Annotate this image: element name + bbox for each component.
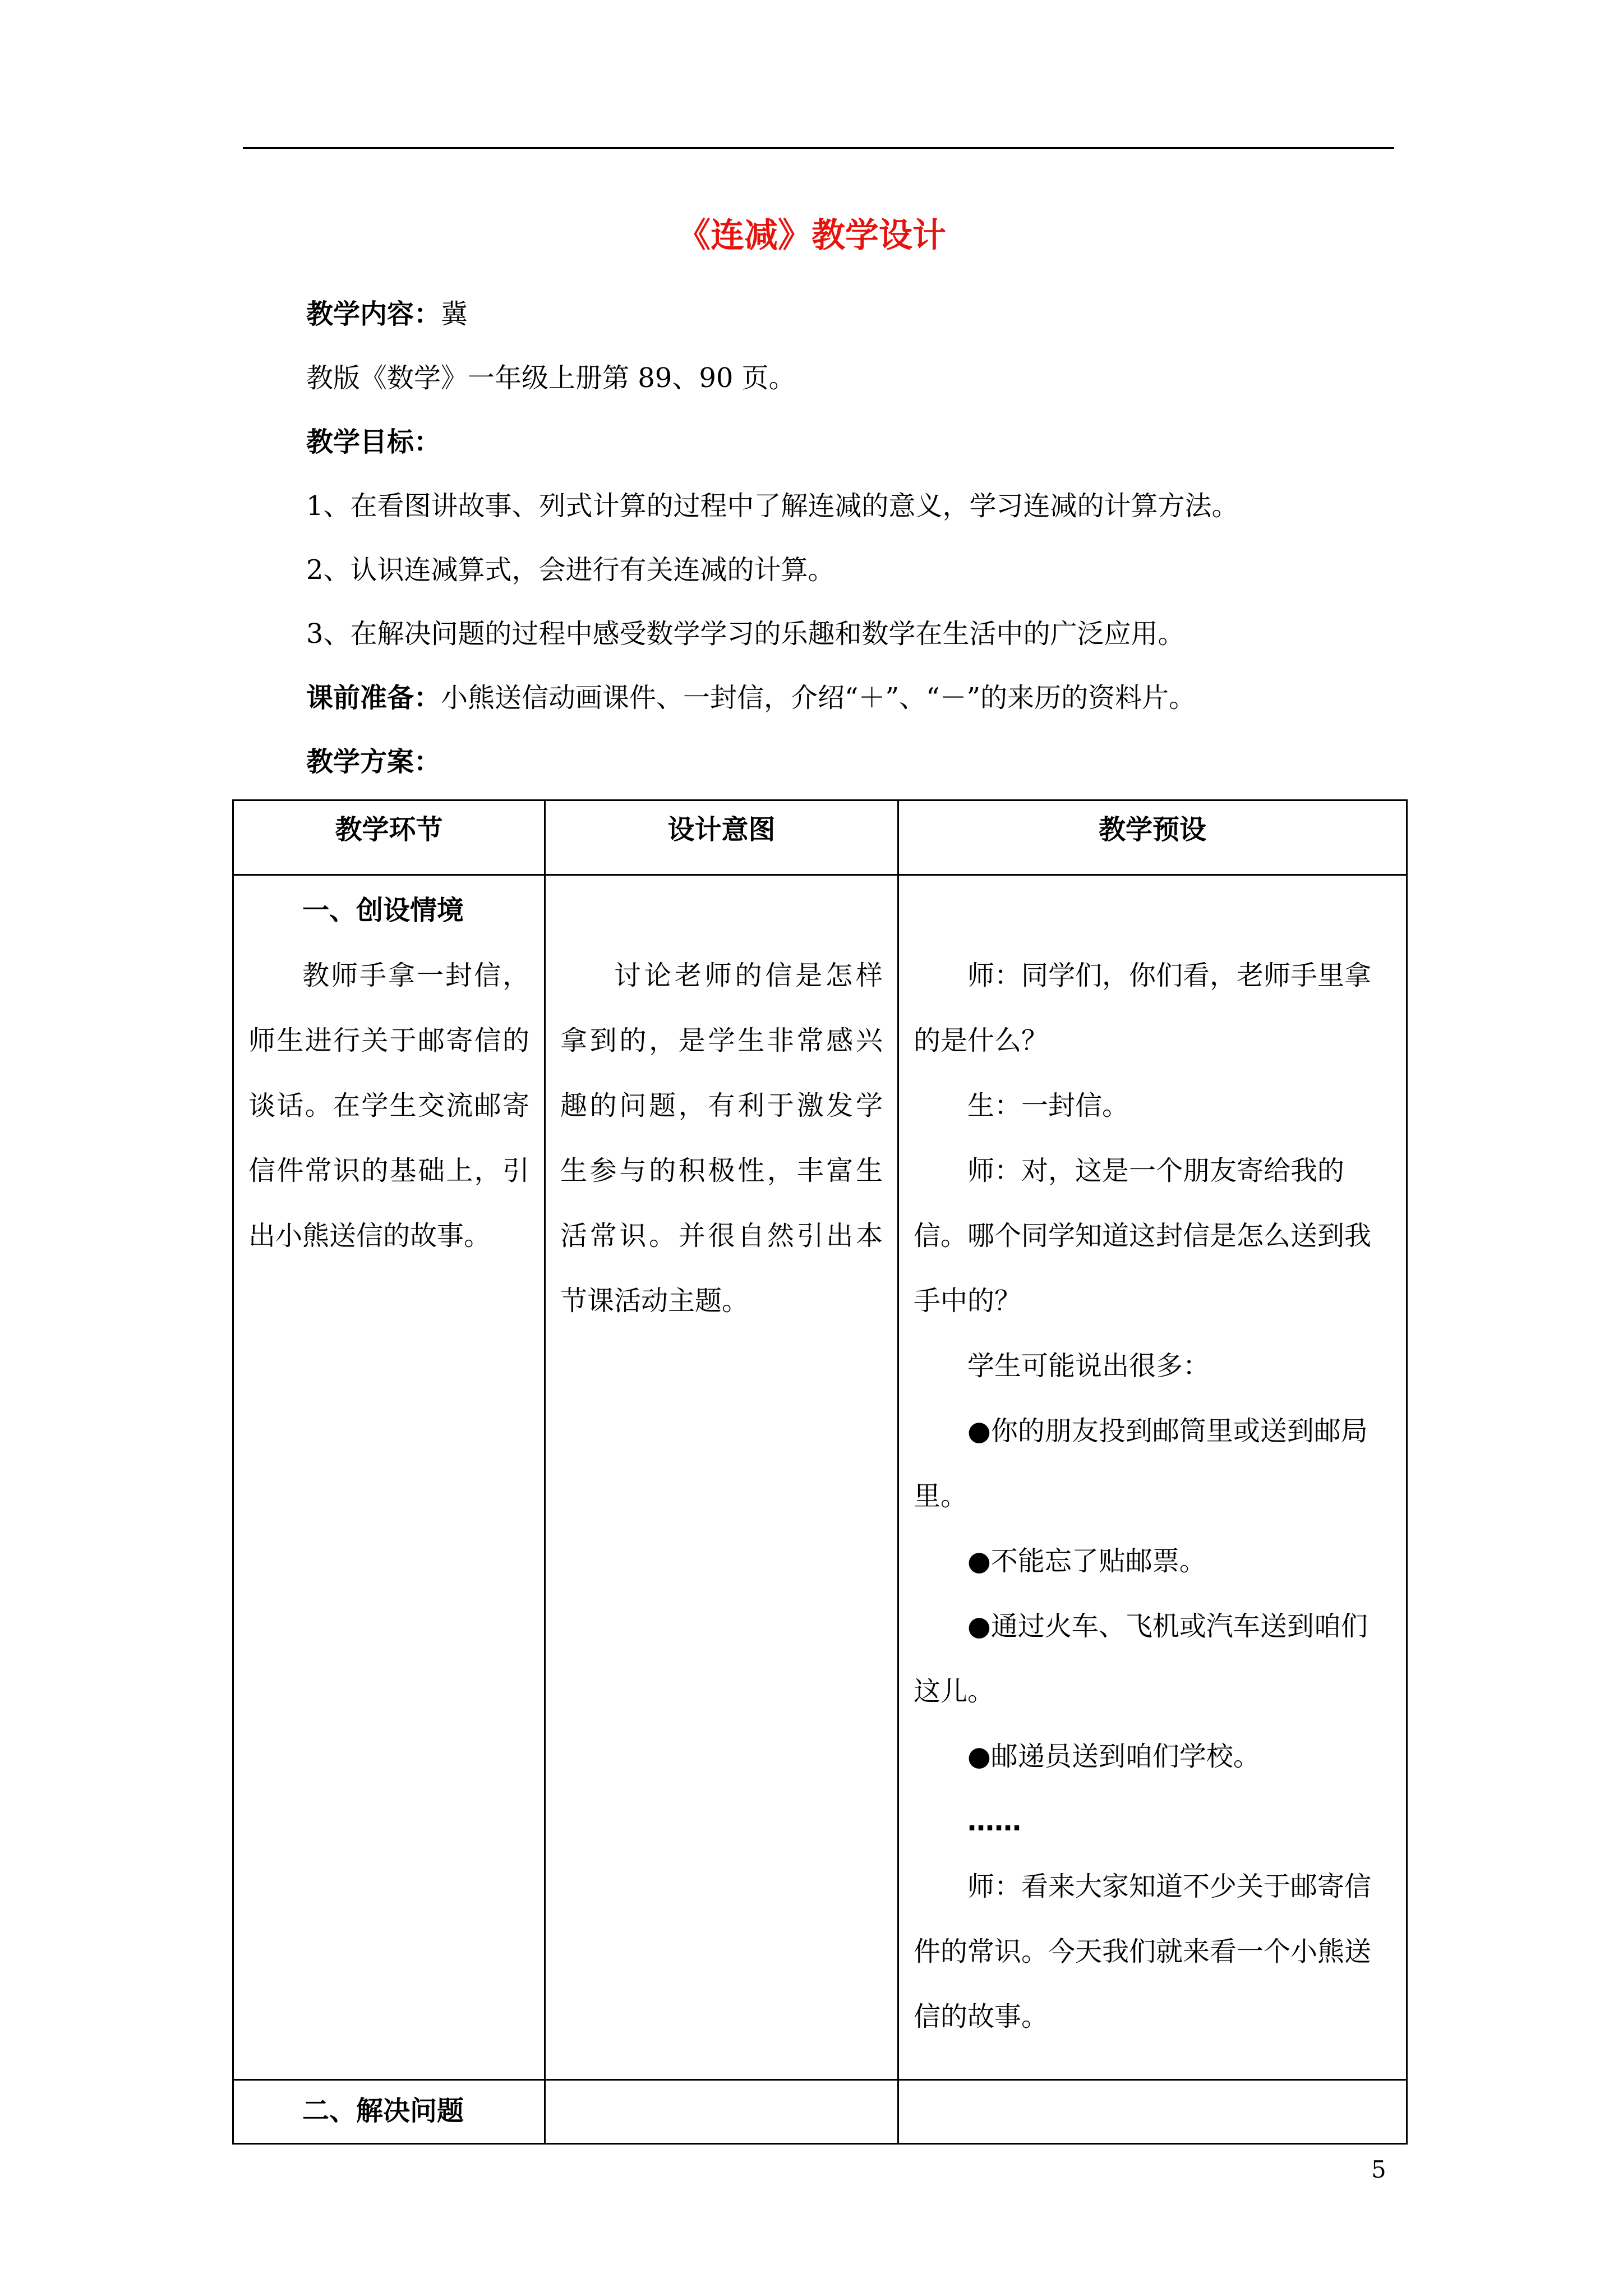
section-title: 二、解决问题 xyxy=(302,2095,464,2127)
preset-line: ●你的朋友投到邮筒里或送到邮局里。 xyxy=(914,1415,1368,1512)
objective-item-2: 2、认识连减算式，会进行有关连减的计算。 xyxy=(306,554,835,586)
teaching-content-line2: 教版《数学》一年级上册第 89、90 页。 xyxy=(306,362,796,394)
preset-line: 学生可能说出很多： xyxy=(967,1350,1210,1382)
header-rule xyxy=(243,147,1394,149)
page-number: 5 xyxy=(1371,2156,1386,2183)
preset-line: …… xyxy=(967,1806,1021,1837)
header-preset: 教学预设 xyxy=(898,800,1407,875)
preset-line: ●邮递员送到咱们学校。 xyxy=(967,1741,1260,1772)
prep-line xyxy=(306,680,1196,716)
section-title: 一、创设情境 xyxy=(302,895,464,926)
intent-cell xyxy=(545,875,898,2080)
prep-value: 小熊送信动画课件、一封信，介绍“＋”、“－”的来历的资料片。 xyxy=(441,682,1196,714)
teaching-content-line xyxy=(306,296,468,332)
table-row xyxy=(233,875,1407,2080)
preset-line: 师：看来大家知道不少关于邮寄信件的常识。今天我们就来看一个小熊送信的故事。 xyxy=(914,1871,1372,2032)
preset-line: 师：对，这是一个朋友寄给我的信。哪个同学知道这封信是怎么送到我手中的？ xyxy=(914,1155,1372,1317)
document-title: 《连减》教学设计 xyxy=(677,216,946,255)
intent-cell xyxy=(545,2080,898,2144)
preset-line: 生：一封信。 xyxy=(967,1090,1129,1121)
intent-text: 讨论老师的信是怎样拿到的，是学生非常感兴趣的问题，有利于激发学生参与的积极性，丰富生活常识。并很自然引出本节课活动主题。 xyxy=(560,960,883,1317)
objective-item-3: 3、在解决问题的过程中感受数学学习的乐趣和数学在生活中的广泛应用。 xyxy=(306,618,1185,650)
preset-line: ●通过火车、飞机或汽车送到咱们这儿。 xyxy=(914,1611,1368,1707)
stage-text: 教师手拿一封信，师生进行关于邮寄信的谈话。在学生交流邮寄信件常识的基础上，引出小熊送信的故事。 xyxy=(248,960,529,1251)
prep-label: 课前准备： xyxy=(306,682,441,714)
stage-cell xyxy=(233,2080,545,2144)
teaching-content-value: 冀 xyxy=(441,298,468,330)
plan-label: 教学方案： xyxy=(306,746,441,777)
preset-cell xyxy=(898,875,1407,2080)
preset-line: 师：同学们，你们看，老师手里拿的是什么？ xyxy=(914,960,1372,1056)
teaching-plan-table xyxy=(232,799,1408,2145)
objective-item-1: 1、在看图讲故事、列式计算的过程中了解连减的意义，学习连减的计算方法。 xyxy=(306,490,1239,522)
table-header-row xyxy=(233,800,1407,875)
header-stage: 教学环节 xyxy=(233,800,545,875)
table-row xyxy=(233,2080,1407,2144)
objectives-label: 教学目标： xyxy=(306,426,441,458)
stage-cell xyxy=(233,875,545,2080)
preset-cell xyxy=(898,2080,1407,2144)
preset-line: ●不能忘了贴邮票。 xyxy=(967,1545,1206,1577)
header-intent: 设计意图 xyxy=(545,800,898,875)
teaching-content-label: 教学内容： xyxy=(306,298,441,330)
